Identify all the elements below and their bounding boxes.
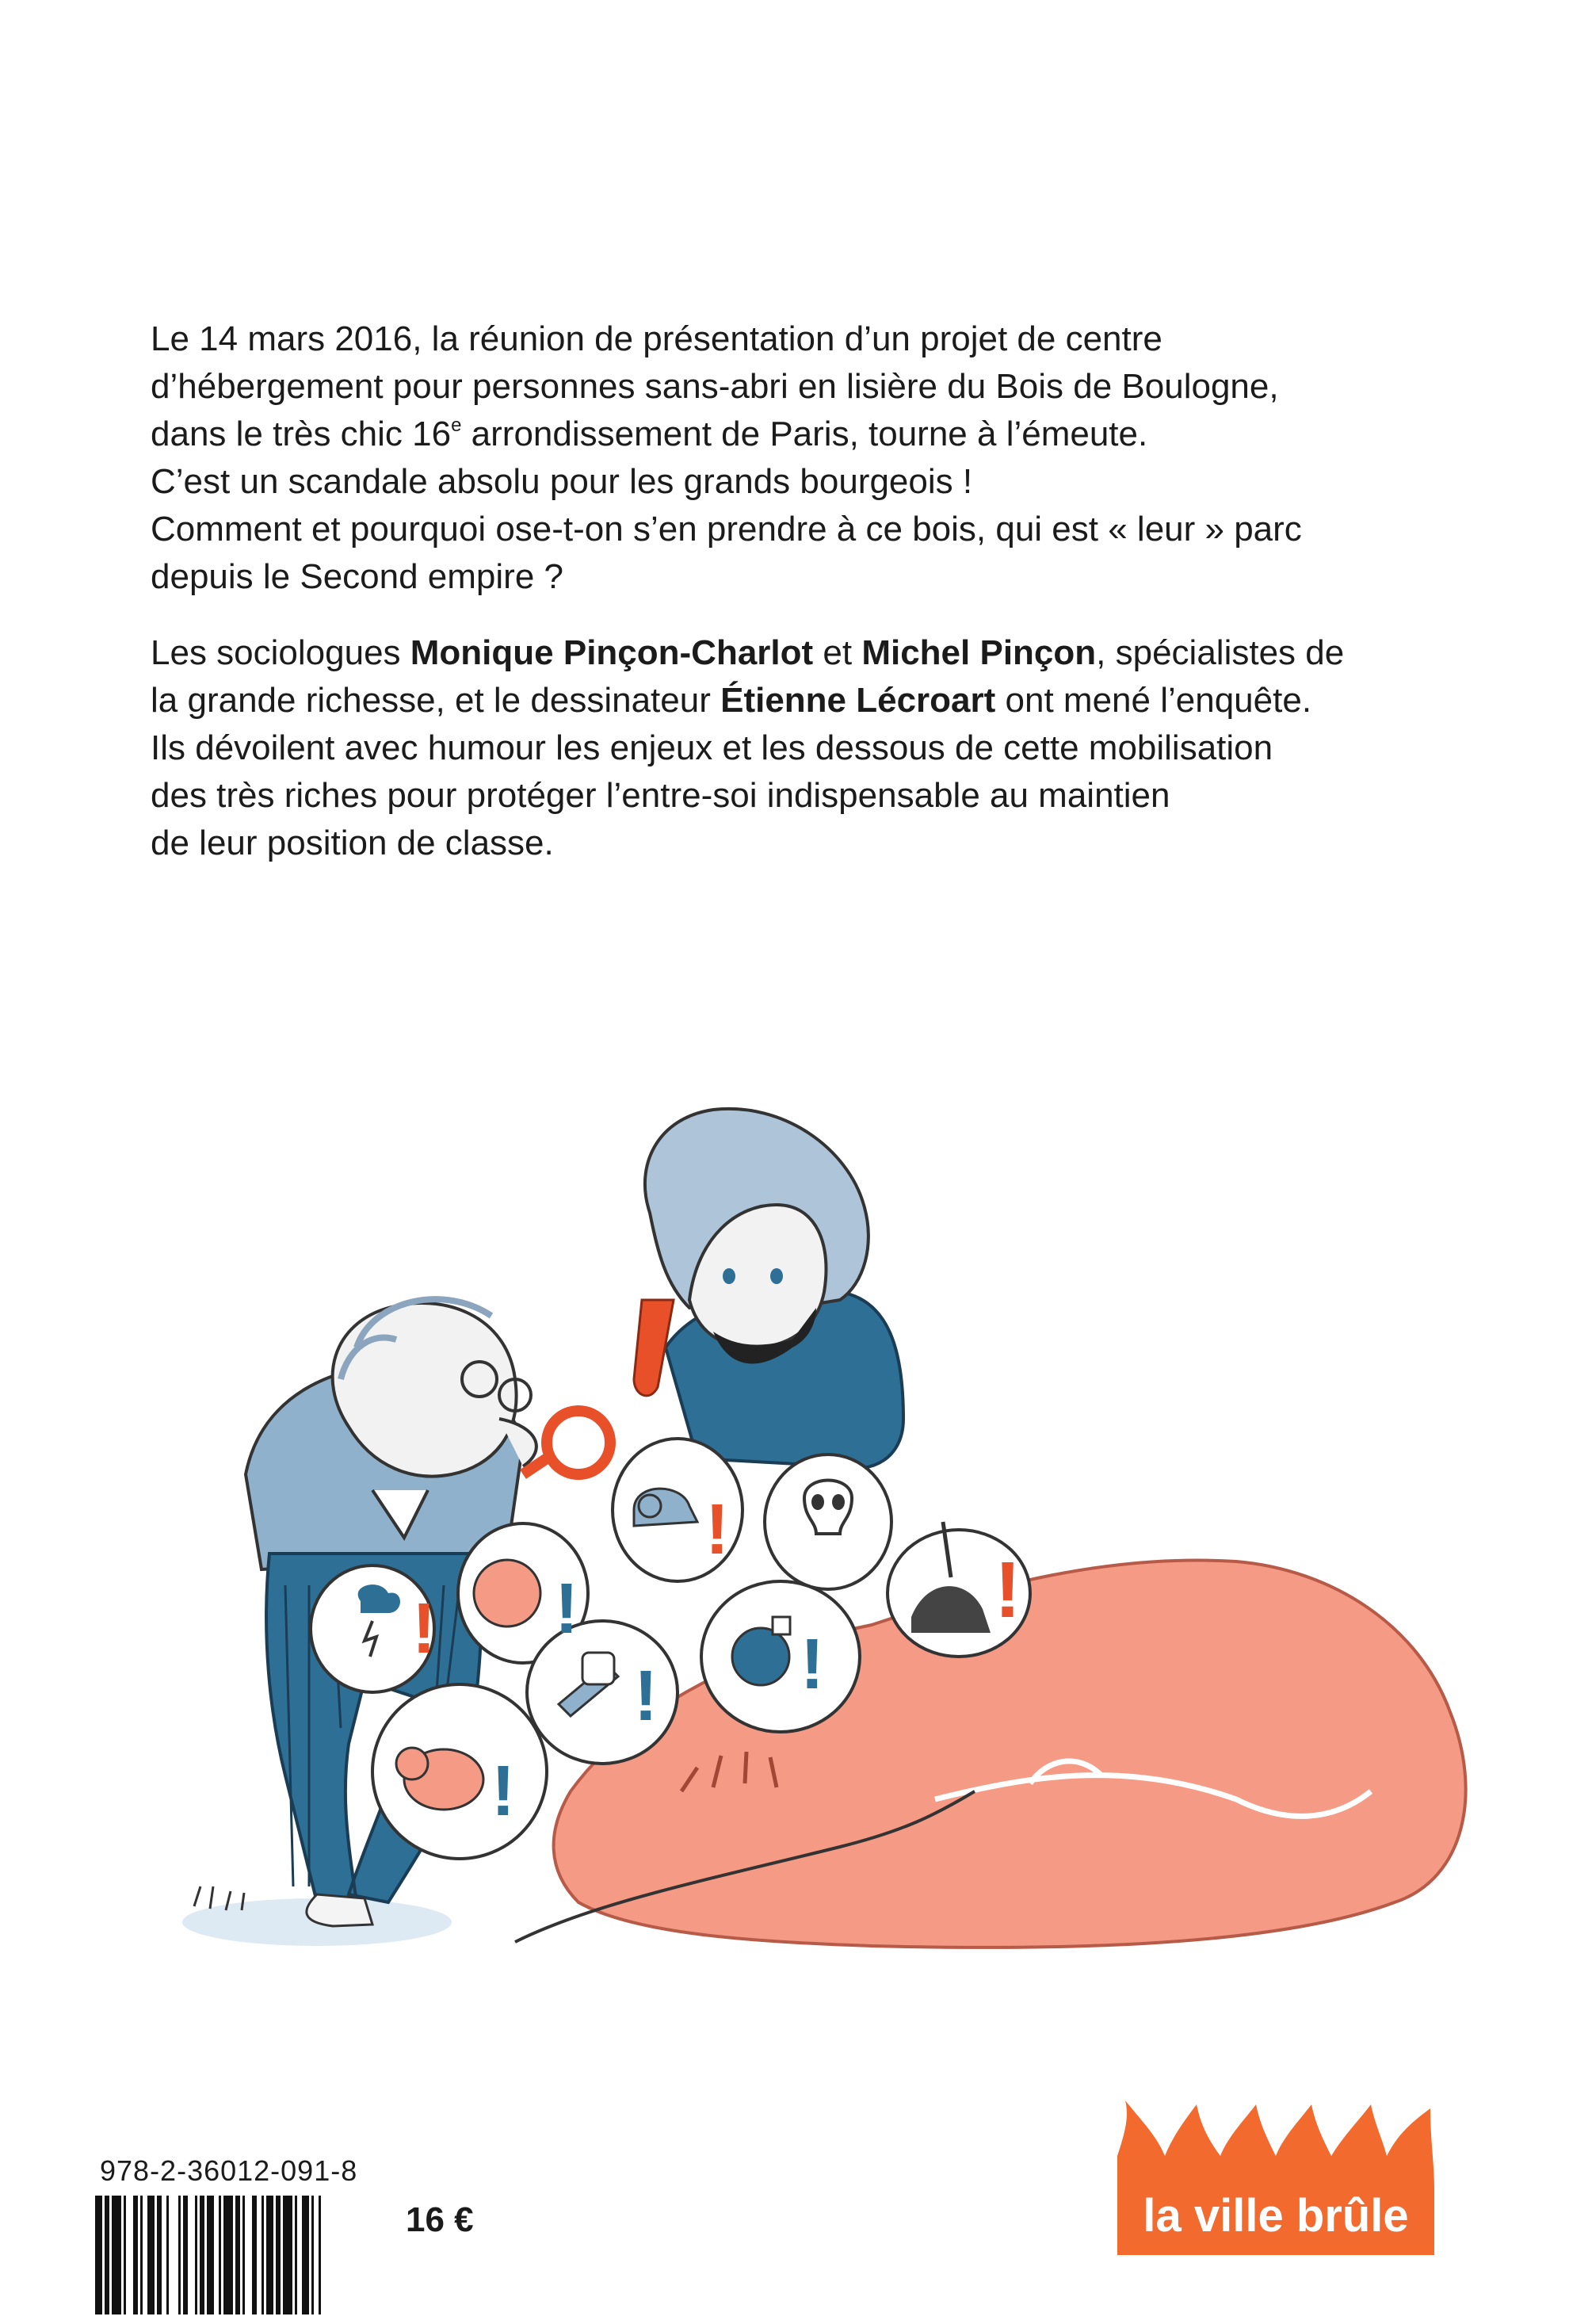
blurb-fragment: ont mené l’enquête. [995, 681, 1312, 720]
magnifier-icon [547, 1411, 610, 1474]
face-icon [474, 1560, 540, 1626]
blurb-fragment: arrondissement de Paris, tourne à l’émeute. [461, 415, 1148, 453]
svg-text:!: ! [800, 1625, 824, 1704]
blurb-fragment: , spécialistes de [1096, 633, 1345, 672]
svg-text:!: ! [491, 1752, 515, 1831]
grenade-icon [732, 1628, 789, 1685]
price-label: 16 € [406, 2200, 474, 2239]
blurb-line: Le 14 mars 2016, la réunion de présentation d’un projet de centre [151, 319, 1162, 358]
barcode [95, 2196, 396, 2314]
blurb-line: des très riches pour protéger l’entre-soi indispensable au maintien [151, 776, 1170, 815]
blurb-fragment: Les sociologues [151, 633, 410, 672]
publisher-logo [1109, 2100, 1442, 2259]
blurb-line: de leur position de classe. [151, 824, 554, 862]
svg-text:!: ! [705, 1490, 729, 1569]
blurb-line: Comment et pourquoi ose-t-on s’en prendre à ce bois, qui est « leur » parc [151, 510, 1302, 549]
svg-text:!: ! [994, 1546, 1021, 1634]
illustrator-name: Étienne Lécroart [720, 681, 996, 720]
blurb-fragment: dans le très chic 16 [151, 415, 452, 453]
blurb-line: d’hébergement pour personnes sans-abri en lisière du Bois de Boulogne, [151, 367, 1279, 406]
ordinal-superscript: e [451, 415, 462, 436]
svg-text:!: ! [634, 1657, 658, 1736]
sociologist-woman [634, 1109, 903, 1469]
author-name: Monique Pinçon-Charlot [410, 633, 814, 672]
blurb-line: depuis le Second empire ? [151, 557, 563, 596]
svg-text:!: ! [412, 1589, 436, 1668]
publisher-name: la ville brûle [1143, 2190, 1409, 2242]
author-name: Michel Pinçon [861, 633, 1097, 672]
blurb-fragment: la grande richesse, et le dessinateur [151, 681, 721, 720]
svg-text:!: ! [555, 1569, 578, 1649]
isbn-number: 978-2-36012-091-8 [100, 2154, 358, 2187]
blurb-fragment: et [813, 633, 862, 672]
blurb-line: C’est un scandale absolu pour les grands bourgeois ! [151, 462, 973, 501]
blurb-line: Ils dévoilent avec humour les enjeux et les dessous de cette mobilisation [151, 728, 1273, 767]
